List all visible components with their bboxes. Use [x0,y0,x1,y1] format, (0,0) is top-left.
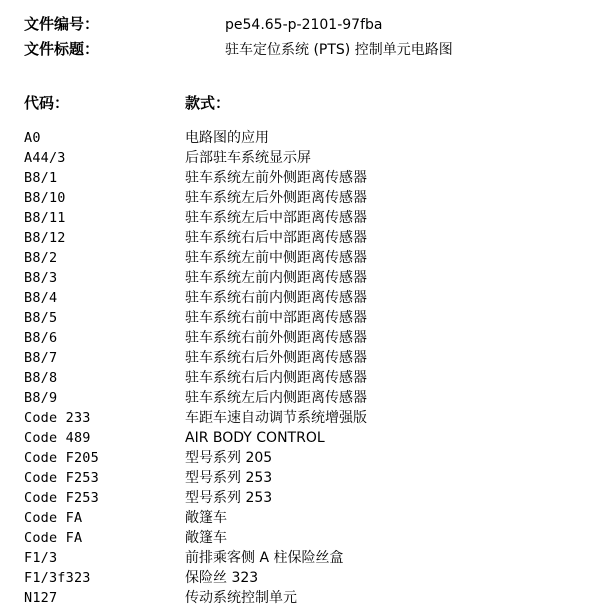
table-row [0,488,605,508]
table-row [0,448,605,468]
component-description: 驻车系统左前外侧距离传感器 [185,170,367,186]
table-row [0,188,605,208]
table-row [0,308,605,328]
component-code: Code F253 [24,490,99,506]
component-description: 型号系列 205 [185,450,273,466]
component-code: N127 [24,590,58,605]
component-code: B8/2 [24,250,58,266]
component-code: Code 233 [24,410,91,426]
component-description: 型号系列 253 [185,470,273,486]
table-row [0,548,605,568]
component-code: B8/11 [24,210,66,226]
component-description: 敞篷车 [185,530,227,546]
table-row [0,268,605,288]
doc-title-label: 文件标题： [24,40,100,58]
component-code: B8/5 [24,310,58,326]
table-row [0,148,605,168]
table-row [0,208,605,228]
component-description: 车距车速自动调节系统增强版 [185,410,367,426]
component-code: B8/3 [24,270,58,286]
table-row [0,568,605,588]
table-row [0,168,605,188]
component-description: 保险丝 323 [185,570,259,586]
code-column-header: 代码： [24,94,70,112]
table-row [0,528,605,548]
component-code: Code F205 [24,450,99,466]
component-code: B8/4 [24,290,58,306]
component-code: B8/6 [24,330,58,346]
component-code: B8/12 [24,230,66,246]
doc-number-value: pe54.65-p-2101-97fba [225,17,383,33]
component-description: 传动系统控制单元 [185,590,297,605]
table-row [0,588,605,605]
doc-number-label: 文件编号： [24,15,100,33]
table-row [0,408,605,428]
table-row [0,468,605,488]
component-code: B8/1 [24,170,58,186]
table-row [0,368,605,388]
component-description: 驻车系统左前内侧距离传感器 [185,270,367,286]
component-description: 驻车系统右后中部距离传感器 [185,230,367,246]
doc-title-value: 驻车定位系统 (PTS) 控制单元电路图 [225,42,453,58]
component-table [0,128,605,605]
component-description: 驻车系统左后中部距离传感器 [185,210,367,226]
component-description: 驻车系统右前外侧距离传感器 [185,330,367,346]
component-code: F1/3f323 [24,570,91,586]
model-column-header: 款式： [185,94,231,112]
component-code: Code F253 [24,470,99,486]
component-code: B8/10 [24,190,66,206]
component-description: 驻车系统右前内侧距离传感器 [185,290,367,306]
component-code: B8/9 [24,390,58,406]
component-description: 驻车系统右前中部距离传感器 [185,310,367,326]
component-code: B8/7 [24,350,58,366]
component-code: A0 [24,130,41,146]
component-description: 驻车系统左后外侧距离传感器 [185,190,367,206]
component-description: AIR BODY CONTROL [185,430,325,446]
component-code: B8/8 [24,370,58,386]
table-row [0,248,605,268]
component-description: 敞篷车 [185,510,227,526]
table-row [0,508,605,528]
component-code: Code FA [24,530,83,546]
component-code: F1/3 [24,550,58,566]
table-row [0,128,605,148]
component-description: 驻车系统右后内侧距离传感器 [185,370,367,386]
component-description: 后部驻车系统显示屏 [185,150,311,166]
component-code: A44/3 [24,150,66,166]
table-row [0,388,605,408]
component-description: 驻车系统左前中侧距离传感器 [185,250,367,266]
component-description: 驻车系统左后内侧距离传感器 [185,390,367,406]
table-row [0,228,605,248]
table-row [0,348,605,368]
table-row [0,328,605,348]
component-code: Code FA [24,510,83,526]
component-description: 前排乘客侧 A 柱保险丝盒 [185,550,344,566]
table-row [0,428,605,448]
table-row [0,288,605,308]
component-description: 型号系列 253 [185,490,273,506]
component-description: 驻车系统右后外侧距离传感器 [185,350,367,366]
component-description: 电路图的应用 [185,130,269,146]
component-code: Code 489 [24,430,91,446]
